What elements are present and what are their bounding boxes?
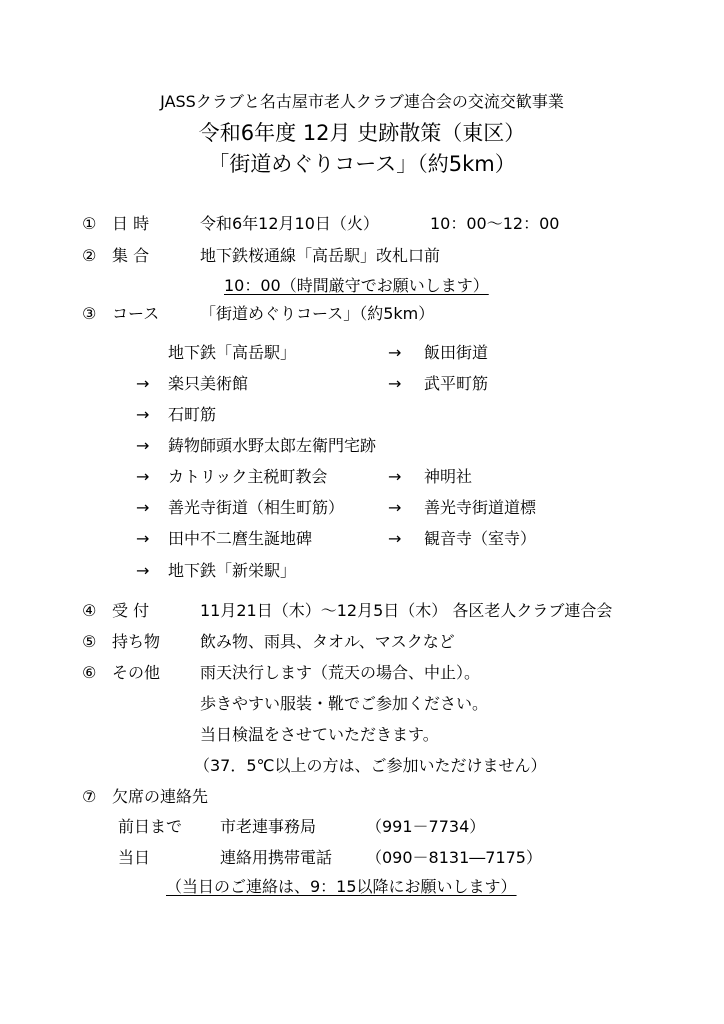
bring-label: 持ち物 (112, 632, 161, 651)
route-stop: 神明社 (424, 467, 473, 486)
course-title: 「街道めぐりコース」（約5km） (208, 152, 516, 176)
other-line: 当日検温をさせていただきます。 (200, 725, 439, 744)
accept-value: 11月21日（木）～12月5日（木） 各区老人クラブ連合会 (200, 601, 613, 620)
arrow-icon: → (136, 498, 150, 517)
contact-note: （当日のご連絡は、9：15以降にお願いします） (166, 877, 517, 896)
arrow-icon: → (136, 467, 150, 486)
meet-value: 地下鉄桜通線「高岳駅」改札口前 (200, 246, 441, 265)
arrow-icon: → (136, 561, 150, 580)
other-line: 歩きやすい服装・靴でご参加ください。 (200, 694, 489, 713)
contact-label: 欠席の連絡先 (112, 787, 209, 806)
course-label: コース (112, 304, 160, 323)
course-value: 「街道めぐりコース」（約5km） (200, 304, 435, 323)
route-stop: 地下鉄「高岳駅」 (168, 343, 297, 362)
event-subtitle: JASSクラブと名古屋市老人クラブ連合会の交流交歓事業 (160, 92, 564, 111)
contact-day-label: 当日 (118, 848, 151, 867)
contact-day-org: 連絡用携帯電話 (220, 848, 333, 867)
arrow-icon: → (136, 529, 150, 548)
arrow-icon: → (136, 374, 150, 393)
accept-label: 受 付 (112, 601, 150, 620)
other-label: その他 (112, 663, 161, 682)
item-number: ① (82, 214, 97, 233)
arrow-icon: → (388, 467, 402, 486)
meet-label: 集 合 (112, 246, 150, 265)
arrow-icon: → (388, 498, 402, 517)
other-line: （37．5℃以上の方は、ご参加いただけません） (194, 756, 547, 775)
route-stop: 飯田街道 (424, 343, 489, 362)
time-value: 10：00～12：00 (430, 214, 560, 233)
date-value: 令和6年12月10日（火） (200, 214, 379, 233)
item-number: ④ (82, 601, 97, 620)
route-stop: 石町筋 (168, 405, 217, 424)
arrow-icon: → (388, 343, 402, 362)
contact-prev-label: 前日まで (118, 817, 183, 836)
item-number: ⑤ (82, 632, 97, 651)
item-number: ⑦ (82, 787, 97, 806)
route-stop: 鋳物師頭水野太郎左衛門宅跡 (168, 436, 377, 455)
route-stop: 楽只美術館 (168, 374, 249, 393)
route-stop: 地下鉄「新栄駅」 (168, 561, 297, 580)
route-stop: 観音寺（室寺） (424, 529, 537, 548)
other-line: 雨天決行します（荒天の場合、中止）。 (200, 663, 481, 682)
item-number: ② (82, 246, 97, 265)
contact-prev-org: 市老連事務局 (220, 817, 317, 836)
arrow-icon: → (136, 436, 150, 455)
route-stop: 善光寺街道（相生町筋） (168, 498, 345, 517)
date-label: 日 時 (112, 214, 150, 233)
arrow-icon: → (388, 374, 402, 393)
bring-value: 飲み物、雨具、タオル、マスクなど (200, 632, 455, 651)
arrow-icon: → (388, 529, 402, 548)
route-stop: 田中不二麿生誕地碑 (168, 529, 313, 548)
arrow-icon: → (136, 405, 150, 424)
contact-day-tel: （090－8131―7175） (366, 848, 542, 867)
route-stop: カトリック主税町教会 (168, 467, 328, 486)
page-title: 令和6年度 12月 史跡散策（東区） (198, 121, 526, 145)
route-stop: 武平町筋 (424, 374, 489, 393)
route-stop: 善光寺街道道標 (424, 498, 537, 517)
contact-prev-tel: （991－7734） (366, 817, 486, 836)
meet-time-note: 10：00（時間厳守でお願いします） (224, 276, 489, 295)
item-number: ③ (82, 304, 97, 323)
item-number: ⑥ (82, 663, 97, 682)
